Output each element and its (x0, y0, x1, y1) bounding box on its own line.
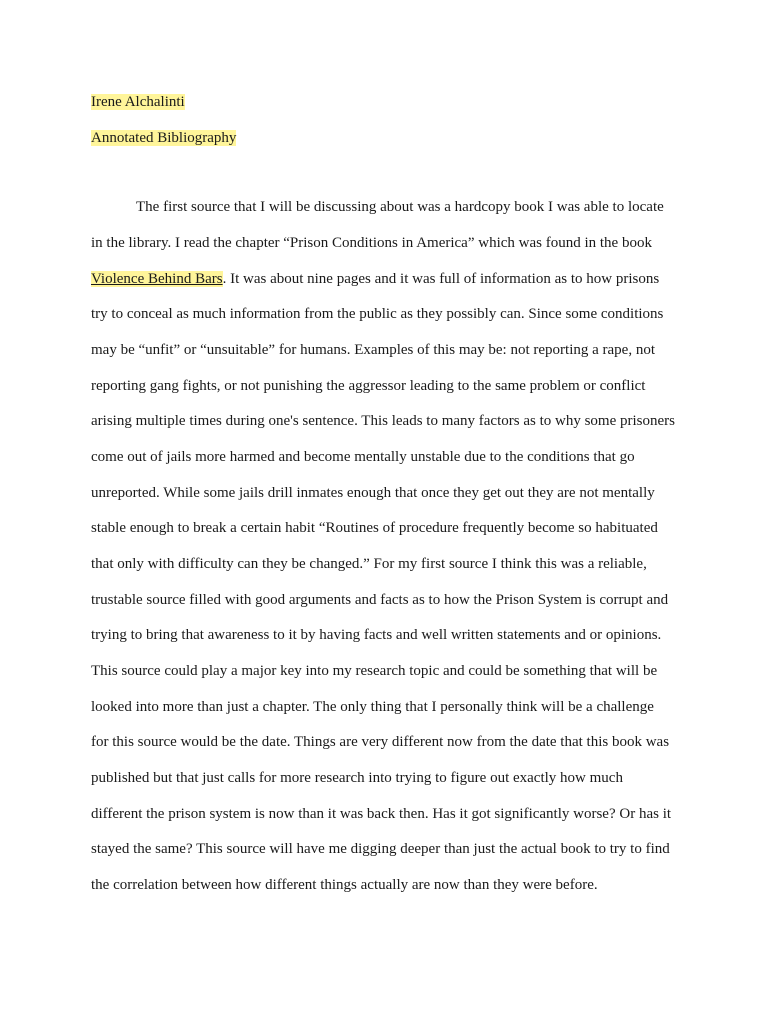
text-segment: . It was about nine pages and it was full of information as to how prisons (222, 271, 660, 287)
text-line: that only with difficulty can they be changed.” For my first source I think this was a reliable, (91, 556, 647, 572)
text-line: trying to bring that awareness to it by having facts and well written statements and or opinions. (91, 627, 662, 643)
text-line: looked into more than just a chapter. The only thing that I personally think will be a challenge (91, 699, 654, 715)
text-line (91, 270, 659, 288)
text-line: trustable source filled with good arguments and facts as to how the Prison System is corrupt and (91, 592, 669, 608)
text-line: arising multiple times during one's sentence. This leads to many factors as to why some prisoners (91, 413, 675, 429)
text-line: different the prison system is now than it was back then. Has it got significantly worse? Or has it (91, 806, 672, 822)
text-line: reporting gang fights, or not punishing the aggressor leading to the same problem or conflict (91, 378, 646, 394)
text-line: This source could play a major key into my research topic and could be something that will be (91, 663, 658, 679)
title-highlight: Annotated Bibliography (91, 130, 237, 146)
text-line: stayed the same? This source will have me digging deeper than just the actual book to try to find (91, 841, 670, 857)
text-line: in the library. I read the chapter “Prison Conditions in America” which was found in the book (91, 235, 652, 251)
text-line: the correlation between how different things actually are now than they were before. (91, 877, 598, 893)
text-line: try to conceal as much information from the public as they possibly can. Since some conditions (91, 306, 664, 322)
author-name (91, 93, 185, 111)
text-line: published but that just calls for more research into trying to figure out exactly how much (91, 770, 623, 786)
text-line: may be “unfit” or “unsuitable” for humans. Examples of this may be: not reporting a rape, not (91, 342, 656, 358)
text-line: stable enough to break a certain habit “Routines of procedure frequently become so habituated (91, 520, 658, 536)
text-line: unreported. While some jails drill inmates enough that once they get out they are not mentally (91, 485, 655, 501)
document-title (91, 129, 236, 147)
book-title-highlight: Violence Behind Bars (91, 271, 223, 287)
author-highlight: Irene Alchalinti (91, 94, 185, 110)
text-line: come out of jails more harmed and become mentally unstable due to the conditions that go (91, 449, 635, 465)
text-line: The first source that I will be discussing about was a hardcopy book I was able to locate (136, 199, 664, 215)
text-line: for this source would be the date. Things are very different now from the date that this book was (91, 734, 670, 750)
